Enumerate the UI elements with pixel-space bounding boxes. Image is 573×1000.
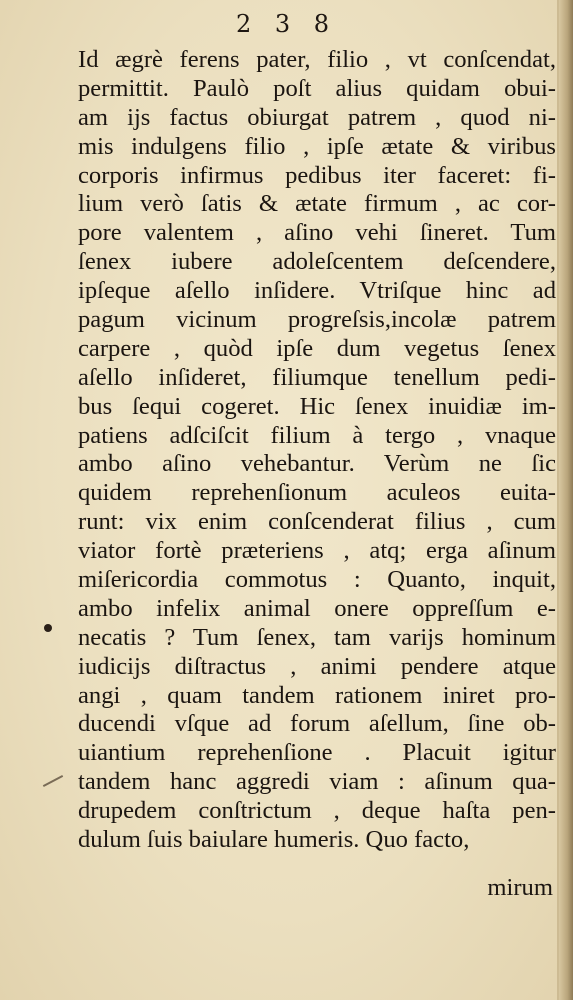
body-text xyxy=(78,46,556,855)
text-line: corporis infirmus pedibus iter faceret: fi- xyxy=(78,161,556,189)
text-line: ſenex iubere adoleſcentem deſcendere, xyxy=(78,248,556,276)
catchword: mirum xyxy=(487,874,553,901)
text-line: quidem reprehenſionum aculeos euita- xyxy=(78,479,556,507)
text-line: angi , quam tandem rationem iniret pro- xyxy=(78,681,556,709)
text-line: miſericordia commotus : Quanto, inquit, xyxy=(78,566,556,594)
text-line: bus ſequi cogeret. Hic ſenex inuidiæ im- xyxy=(78,392,556,420)
margin-mark xyxy=(43,775,63,787)
text-line: ambo aſino vehebantur. Verùm ne ſic xyxy=(78,450,556,478)
text-line: Id ægrè ferens pater, filio , vt conſcendat, xyxy=(78,46,556,73)
text-line: ducendi vſque ad forum aſellum, ſine ob- xyxy=(78,710,556,738)
text-line: carpere , quòd ipſe dum vegetus ſenex xyxy=(78,334,556,362)
text-line: permittit. Paulò poſt alius quidam obui- xyxy=(78,74,556,102)
ink-spot xyxy=(44,624,52,632)
text-line: dulum ſuis baiulare humeris. Quo facto, xyxy=(78,826,470,854)
text-line: patiens adſciſcit filium à tergo , vnaque xyxy=(78,421,556,449)
text-line: lium verò ſatis & ætate firmum , ac cor- xyxy=(78,190,556,218)
text-line: iudicijs diſtractus , animi pendere atque xyxy=(78,652,556,680)
text-line: ambo infelix animal onere oppreſſum e- xyxy=(78,594,556,622)
text-line: uiantium reprehenſione . Placuit igitur xyxy=(78,739,556,767)
text-line: pagum vicinum progreſsis,incolæ patrem xyxy=(78,306,556,334)
book-gutter xyxy=(559,0,573,1000)
text-line: mis indulgens filio , ipſe ætate & viribus xyxy=(78,132,556,160)
text-line: viator fortè præteriens , atq; erga aſinum xyxy=(78,537,556,565)
text-line: aſello inſideret, filiumque tenellum pedi- xyxy=(78,363,556,391)
text-line: runt: vix enim conſcenderat filius , cum xyxy=(78,508,556,536)
text-line: pore valentem , aſino vehi ſineret. Tum xyxy=(78,219,556,247)
text-line: tandem hanc aggredi viam : aſinum qua- xyxy=(78,768,556,796)
page-number: 2 3 8 xyxy=(235,10,338,38)
text-line: am ijs factus obiurgat patrem , quod ni- xyxy=(78,103,556,131)
text-line: necatis ? Tum ſenex, tam varijs hominum xyxy=(78,623,556,651)
text-line: drupedem conſtrictum , deque haſta pen- xyxy=(78,797,556,825)
text-line: ipſeque aſello inſidere. Vtriſque hinc ad xyxy=(78,277,556,305)
